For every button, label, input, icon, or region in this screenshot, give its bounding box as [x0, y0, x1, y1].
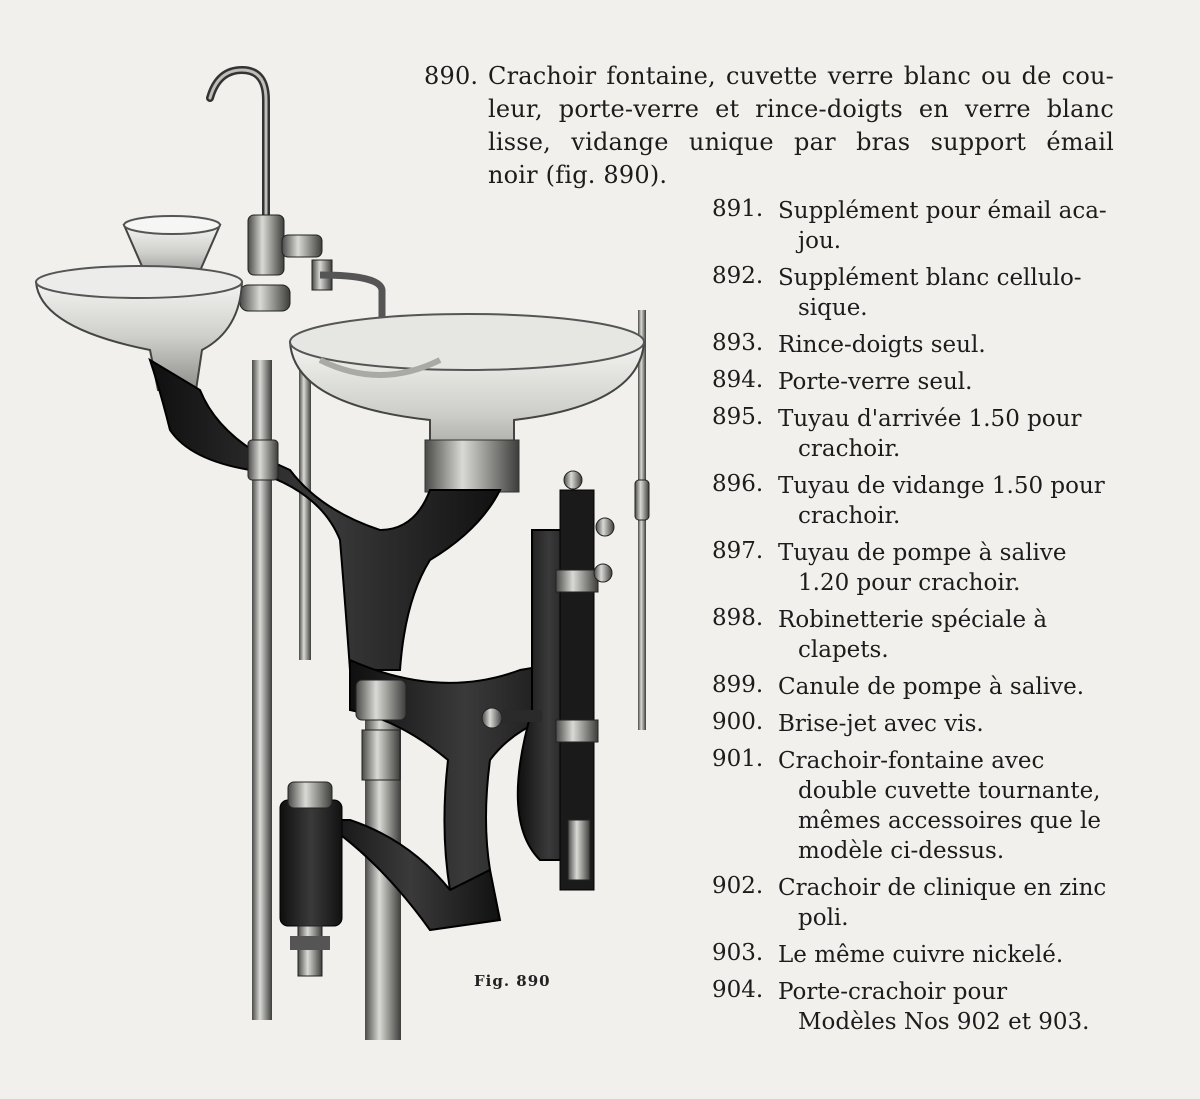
lead-entry-890: [424, 60, 1114, 192]
catalog-item-number: 903.: [712, 940, 764, 966]
catalog-item-text: 1.20 pour crachoir.: [798, 570, 1021, 596]
catalog-item: [712, 330, 1112, 360]
catalog-item: [712, 873, 1112, 933]
catalog-item-number: 899.: [712, 672, 764, 698]
catalog-item-text: Rince-doigts seul.: [778, 332, 986, 358]
catalog-item-text: crachoir.: [798, 436, 901, 462]
lead-entry-number: 890.: [424, 62, 479, 90]
catalog-item: [712, 538, 1112, 598]
faucet-gooseneck: [210, 70, 266, 220]
catalog-item-number: 891.: [712, 196, 764, 222]
catalog-item: [712, 263, 1112, 323]
catalog-item-text: Crachoir-fontaine avec: [778, 748, 1045, 774]
catalog-item-number: 897.: [712, 538, 764, 564]
catalog-item: [712, 367, 1112, 397]
catalog-item-number: 902.: [712, 873, 764, 899]
catalog-item-text: crachoir.: [798, 503, 901, 529]
catalog-item-text: jou.: [798, 228, 842, 254]
catalog-item: [712, 940, 1112, 970]
catalog-item-number: 898.: [712, 605, 764, 631]
catalog-item-text: Tuyau d'arrivée 1.50 pour: [778, 406, 1082, 432]
catalog-item-text: Modèles Nos 902 et 903.: [798, 1009, 1090, 1035]
catalog-item-text: Canule de pompe à salive.: [778, 674, 1085, 700]
catalog-item-number: 895.: [712, 404, 764, 430]
catalog-item: [712, 746, 1112, 866]
catalog-item: [712, 672, 1112, 702]
catalog-item-text: Brise-jet avec vis.: [778, 711, 984, 737]
catalog-item-text: sique.: [798, 295, 868, 321]
lead-entry-text-4: noir (fig. 890).: [488, 161, 668, 189]
spittoon-fountain-illustration: [20, 60, 700, 1040]
catalog-item-text: Le même cuivre nickelé.: [778, 942, 1064, 968]
catalog-item: [712, 196, 1112, 256]
lead-entry-text-3: lisse, vidange unique par bras support émail: [488, 128, 1114, 156]
catalog-item: [712, 471, 1112, 531]
main-spittoon-bowl: [290, 314, 644, 492]
catalog-item-text: Crachoir de clinique en zinc: [778, 875, 1107, 901]
lead-entry-text-1: Crachoir fontaine, cuvette verre blanc ou de cou-: [488, 62, 1114, 90]
catalog-item: [712, 605, 1112, 665]
catalog-item-number: 893.: [712, 330, 764, 356]
catalog-item-list: [712, 196, 1112, 1044]
catalog-item-number: 896.: [712, 471, 764, 497]
catalog-item-text: mêmes accessoires que le: [798, 808, 1101, 834]
catalog-item-text: Supplément pour émail aca-: [778, 198, 1107, 224]
figure-caption: Fig. 890: [474, 972, 551, 990]
catalog-item-text: Tuyau de vidange 1.50 pour: [778, 473, 1105, 499]
catalog-item-text: clapets.: [798, 637, 889, 663]
catalog-item-text: Supplément blanc cellulo-: [778, 265, 1082, 291]
catalog-item-text: Porte-crachoir pour: [778, 979, 1008, 1005]
lead-entry-text-2: leur, porte-verre et rince-doigts en verre blanc: [488, 95, 1114, 123]
catalog-item: [712, 404, 1112, 464]
catalog-item-number: 904.: [712, 977, 764, 1003]
catalog-item-text: Porte-verre seul.: [778, 369, 973, 395]
catalog-item-number: 900.: [712, 709, 764, 735]
lead-line-1: [424, 60, 1114, 93]
rinse-bowl: [36, 266, 242, 390]
catalog-item-number: 894.: [712, 367, 764, 393]
catalog-item-text: poli.: [798, 905, 849, 931]
catalog-item: [712, 977, 1112, 1037]
catalog-item-text: Robinetterie spéciale à: [778, 607, 1048, 633]
catalog-item-text: Tuyau de pompe à salive: [778, 540, 1067, 566]
catalog-item-text: modèle ci-dessus.: [798, 838, 1005, 864]
drain-trap: [280, 782, 342, 976]
catalog-item-number: 901.: [712, 746, 764, 772]
catalog-item-number: 892.: [712, 263, 764, 289]
catalog-item: [712, 709, 1112, 739]
catalog-item-text: double cuvette tournante,: [798, 778, 1101, 804]
